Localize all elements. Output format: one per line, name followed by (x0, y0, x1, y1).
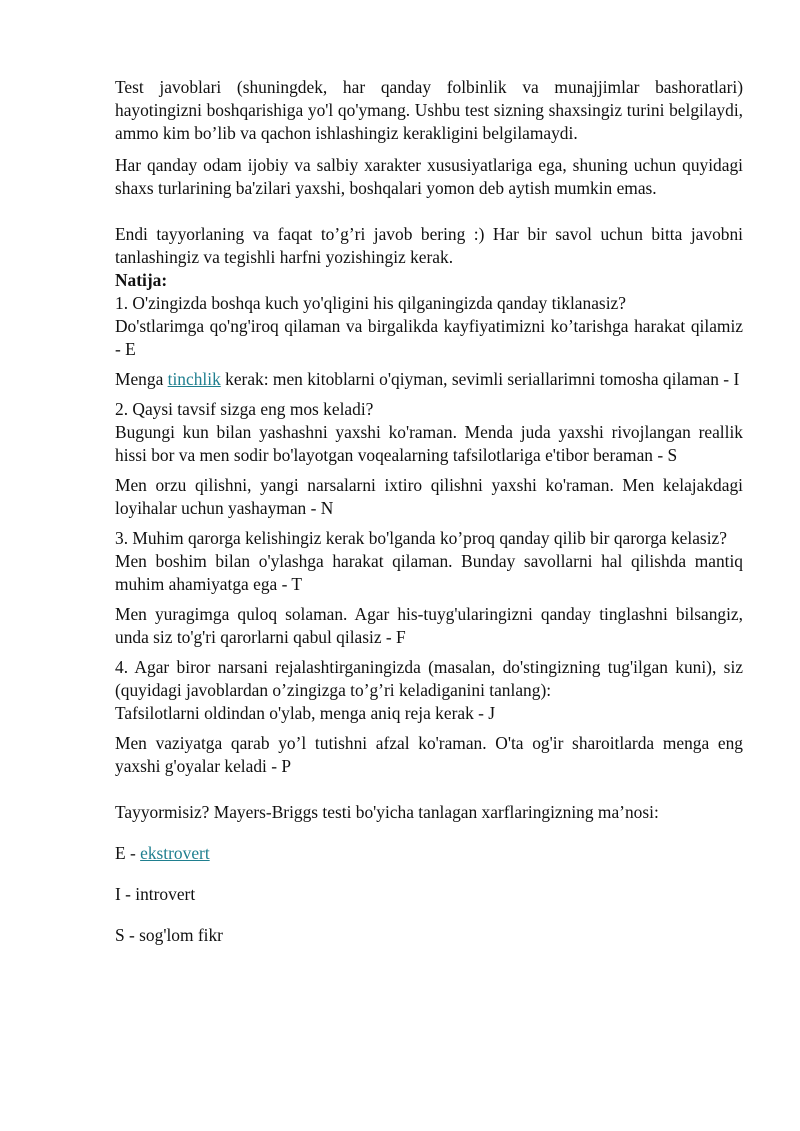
question-3-text: 3. Muhim qarorga kelishingiz kerak bo'lganda ko’proq qanday qilib bir qarorga kelasiz? (115, 528, 727, 548)
result-heading: Natija: (115, 270, 168, 290)
question-1-text: 1. O'zingizda boshqa kuch yo'qligini his qilganingizda qanday tiklanasiz? (115, 293, 626, 313)
question-block-4 (115, 656, 743, 778)
meaning-e-prefix: E - (115, 843, 141, 863)
question-1-answer-b (115, 368, 743, 391)
meaning-i: I - introvert (115, 884, 196, 904)
question-4-text: 4. Agar biror narsani rejalashtirganingizda (masalan, do'stingizning tug'ilgan kuni), siz (quyidagi javoblardan o’zingizga to’g’ri keladiganini tanlang): (115, 657, 743, 700)
document-page (115, 76, 743, 947)
question-4-answer-b: Men vaziyatga qarab yo’l tutishni afzal ko'raman. O'ta og'ir sharoitlarda menga eng yaxshi g'oyalar keladi - P (115, 733, 743, 776)
ready-line: Tayyormisiz? Mayers-Briggs testi bo'yicha tanlagan xarflaringizning ma’nosi: (115, 802, 659, 822)
intro-paragraph-1: Test javoblari (shuningdek, har qanday folbinlik va munajjimlar bashoratlari) hayotingizni boshqarishiga yo'l qo'ymang. Ushbu test sizning shaxsingiz turini belgilaydi, ammo kim bo’lib va qachon ishlashingiz kerakligini belgilamaydi. (115, 77, 743, 143)
intro-paragraph-3: Endi tayyorlaning va faqat to’g’ri javob bering :) Har bir savol uchun bitta javobni tanlashingiz va tegishli harfni yozishingiz kerak. (115, 224, 743, 267)
answer-b-prefix: Menga (115, 369, 168, 389)
question-4-answer-a: Tafsilotlarni oldindan o'ylab, menga aniq reja kerak - J (115, 703, 496, 723)
tinchlik-link[interactable]: tinchlik (167, 369, 221, 389)
question-2-text: 2. Qaysi tavsif sizga eng mos keladi? (115, 399, 374, 419)
meaning-s: S - sog'lom fikr (115, 925, 223, 945)
question-block-1 (115, 292, 743, 391)
question-1-answer-a: Do'stlarimga qo'ng'iroq qilaman va birgalikda kayfiyatimizni ko’tarishga harakat qilamiz - E (115, 316, 743, 359)
intro-paragraph-2: Har qanday odam ijobiy va salbiy xarakter xususiyatlariga ega, shuning uchun quyidagi shaxs turlarining ba'zilari yaxshi, boshqalari yomon deb aytish mumkin emas. (115, 155, 743, 198)
meaning-e (115, 842, 743, 865)
question-block-3 (115, 527, 743, 649)
question-block-2 (115, 398, 743, 520)
question-2-answer-b: Men orzu qilishni, yangi narsalarni ixtiro qilishni yaxshi ko'raman. Men kelajakdagi loyihalar uchun yashayman - N (115, 475, 743, 518)
question-3-answer-b: Men yuragimga quloq solaman. Agar his-tuyg'ularingizni qanday tinglashni bilsangiz, unda siz to'g'ri qarorlarni qabul qilasiz - F (115, 604, 743, 647)
question-2-answer-a: Bugungi kun bilan yashashni yaxshi ko'raman. Menda juda yaxshi rivojlangan reallik hissi bor va men sodir bo'layotgan voqealarning tafsilotlariga e'tibor beraman - S (115, 422, 743, 465)
ekstrovert-link[interactable]: ekstrovert (140, 843, 210, 863)
answer-b-suffix: kerak: men kitoblarni o'qiyman, sevimli seriallarimni tomosha qilaman - I (220, 369, 740, 389)
question-3-answer-a: Men boshim bilan o'ylashga harakat qilaman. Bunday savollarni hal qilishda mantiq muhim ahamiyatga ega - T (115, 551, 743, 594)
